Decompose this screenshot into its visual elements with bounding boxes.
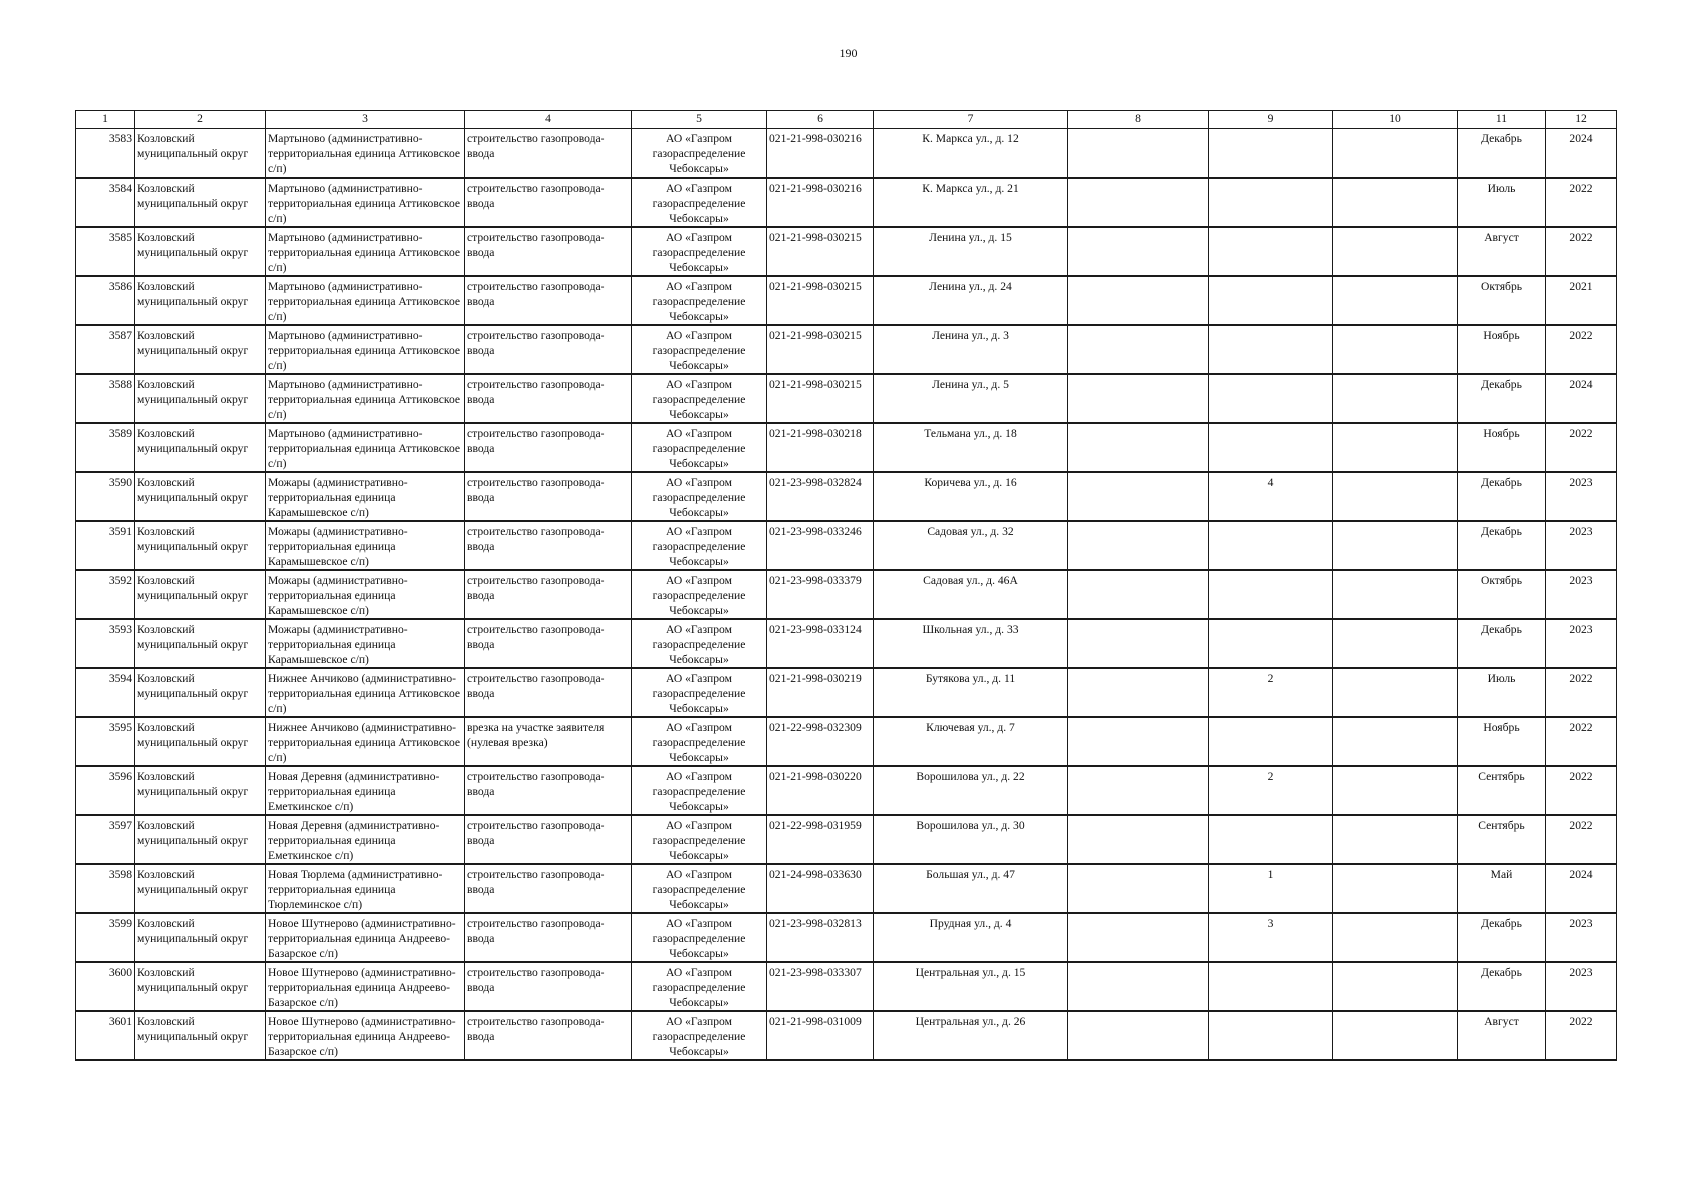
- locality-cell: Новая Деревня (административно-территориальная единица Еметкинское с/п): [266, 815, 465, 864]
- object-code-cell: 021-21-998-030216: [767, 178, 874, 227]
- page-number: 190: [839, 46, 858, 60]
- address-cell: Ленина ул., д. 5: [874, 374, 1068, 423]
- object-code-cell: 021-23-998-032824: [767, 472, 874, 521]
- table-row: [76, 962, 1617, 1011]
- month-cell: Июль: [1458, 178, 1546, 227]
- organization-cell: АО «Газпром газораспределение Чебоксары»: [632, 521, 767, 570]
- locality-cell: Мартыново (административно-территориальная единица Аттиковское с/п): [266, 423, 465, 472]
- district-cell: Козловский муниципальный округ: [135, 276, 266, 325]
- column-10-cell: [1333, 815, 1458, 864]
- month-cell: Декабрь: [1458, 962, 1546, 1011]
- organization-cell: АО «Газпром газораспределение Чебоксары»: [632, 374, 767, 423]
- table-row: [76, 570, 1617, 619]
- column-8-cell: [1068, 864, 1209, 913]
- locality-cell: Нижнее Анчиково (административно-территориальная единица Аттиковское с/п): [266, 668, 465, 717]
- column-8-cell: [1068, 227, 1209, 276]
- district-cell: Козловский муниципальный округ: [135, 766, 266, 815]
- column-8-cell: [1068, 717, 1209, 766]
- month-cell: Ноябрь: [1458, 325, 1546, 374]
- column-8-cell: [1068, 1011, 1209, 1060]
- locality-cell: Новое Шутнерово (административно-территориальная единица Андреево-Базарское с/п): [266, 962, 465, 1011]
- work-type-cell: врезка на участке заявителя (нулевая врезка): [465, 717, 632, 766]
- object-code-cell: 021-21-998-030219: [767, 668, 874, 717]
- column-8-cell: [1068, 374, 1209, 423]
- column-9-cell: [1209, 962, 1333, 1011]
- column-8-cell: [1068, 472, 1209, 521]
- column-9-cell: [1209, 570, 1333, 619]
- column-8-cell: [1068, 913, 1209, 962]
- locality-cell: Мартыново (административно-территориальная единица Аттиковское с/п): [266, 129, 465, 178]
- object-code-cell: 021-21-998-030218: [767, 423, 874, 472]
- object-code-cell: 021-24-998-033630: [767, 864, 874, 913]
- address-cell: Ленина ул., д. 3: [874, 325, 1068, 374]
- locality-cell: Мартыново (административно-территориальная единица Аттиковское с/п): [266, 178, 465, 227]
- month-cell: Декабрь: [1458, 472, 1546, 521]
- year-cell: 2023: [1546, 913, 1617, 962]
- organization-cell: АО «Газпром газораспределение Чебоксары»: [632, 276, 767, 325]
- column-10-cell: [1333, 178, 1458, 227]
- locality-cell: Новая Деревня (административно-территориальная единица Еметкинское с/п): [266, 766, 465, 815]
- locality-cell: Мартыново (административно-территориальная единица Аттиковское с/п): [266, 227, 465, 276]
- column-9-cell: [1209, 619, 1333, 668]
- table-row: [76, 129, 1617, 178]
- district-cell: Козловский муниципальный округ: [135, 325, 266, 374]
- row-number-cell: 3592: [76, 570, 135, 619]
- table-row: [76, 521, 1617, 570]
- address-cell: Ленина ул., д. 15: [874, 227, 1068, 276]
- month-cell: Май: [1458, 864, 1546, 913]
- table-row: [76, 325, 1617, 374]
- work-type-cell: строительство газопровода-ввода: [465, 864, 632, 913]
- column-8-cell: [1068, 668, 1209, 717]
- row-number-cell: 3589: [76, 423, 135, 472]
- column-10-cell: [1333, 913, 1458, 962]
- column-10-cell: [1333, 766, 1458, 815]
- object-code-cell: 021-21-998-031009: [767, 1011, 874, 1060]
- column-9-cell: [1209, 129, 1333, 178]
- table-row: [76, 227, 1617, 276]
- district-cell: Козловский муниципальный округ: [135, 374, 266, 423]
- column-10-cell: [1333, 1011, 1458, 1060]
- month-cell: Декабрь: [1458, 521, 1546, 570]
- column-header: 7: [874, 111, 1068, 129]
- object-code-cell: 021-23-998-032813: [767, 913, 874, 962]
- work-type-cell: строительство газопровода-ввода: [465, 962, 632, 1011]
- address-cell: Ленина ул., д. 24: [874, 276, 1068, 325]
- row-number-cell: 3587: [76, 325, 135, 374]
- object-code-cell: 021-22-998-032309: [767, 717, 874, 766]
- organization-cell: АО «Газпром газораспределение Чебоксары»: [632, 668, 767, 717]
- work-type-cell: строительство газопровода-ввода: [465, 325, 632, 374]
- district-cell: Козловский муниципальный округ: [135, 227, 266, 276]
- row-number-cell: 3586: [76, 276, 135, 325]
- column-9-cell: [1209, 423, 1333, 472]
- row-number-cell: 3594: [76, 668, 135, 717]
- column-10-cell: [1333, 129, 1458, 178]
- column-10-cell: [1333, 227, 1458, 276]
- table-header: [76, 111, 1617, 129]
- district-cell: Козловский муниципальный округ: [135, 129, 266, 178]
- column-9-cell: [1209, 815, 1333, 864]
- work-type-cell: строительство газопровода-ввода: [465, 570, 632, 619]
- organization-cell: АО «Газпром газораспределение Чебоксары»: [632, 1011, 767, 1060]
- column-10-cell: [1333, 717, 1458, 766]
- organization-cell: АО «Газпром газораспределение Чебоксары»: [632, 766, 767, 815]
- column-header: 1: [76, 111, 135, 129]
- table-row: [76, 864, 1617, 913]
- year-cell: 2023: [1546, 521, 1617, 570]
- month-cell: Декабрь: [1458, 374, 1546, 423]
- table-row: [76, 913, 1617, 962]
- column-9-cell: 3: [1209, 913, 1333, 962]
- year-cell: 2022: [1546, 227, 1617, 276]
- column-header: 3: [266, 111, 465, 129]
- district-cell: Козловский муниципальный округ: [135, 913, 266, 962]
- column-9-cell: [1209, 178, 1333, 227]
- row-number-cell: 3595: [76, 717, 135, 766]
- row-number-cell: 3600: [76, 962, 135, 1011]
- work-type-cell: строительство газопровода-ввода: [465, 374, 632, 423]
- organization-cell: АО «Газпром газораспределение Чебоксары»: [632, 178, 767, 227]
- column-8-cell: [1068, 619, 1209, 668]
- column-9-cell: 2: [1209, 668, 1333, 717]
- header-row: [76, 111, 1617, 129]
- table-row: [76, 668, 1617, 717]
- month-cell: Июль: [1458, 668, 1546, 717]
- column-10-cell: [1333, 276, 1458, 325]
- locality-cell: Можары (административно-территориальная единица Карамышевское с/п): [266, 570, 465, 619]
- district-cell: Козловский муниципальный округ: [135, 1011, 266, 1060]
- district-cell: Козловский муниципальный округ: [135, 668, 266, 717]
- table-row: [76, 472, 1617, 521]
- district-cell: Козловский муниципальный округ: [135, 178, 266, 227]
- organization-cell: АО «Газпром газораспределение Чебоксары»: [632, 423, 767, 472]
- address-cell: Коричева ул., д. 16: [874, 472, 1068, 521]
- column-header: 10: [1333, 111, 1458, 129]
- year-cell: 2021: [1546, 276, 1617, 325]
- organization-cell: АО «Газпром газораспределение Чебоксары»: [632, 962, 767, 1011]
- column-8-cell: [1068, 815, 1209, 864]
- year-cell: 2022: [1546, 815, 1617, 864]
- column-10-cell: [1333, 962, 1458, 1011]
- district-cell: Козловский муниципальный округ: [135, 717, 266, 766]
- column-8-cell: [1068, 423, 1209, 472]
- month-cell: Август: [1458, 227, 1546, 276]
- column-8-cell: [1068, 276, 1209, 325]
- object-code-cell: 021-21-998-030216: [767, 129, 874, 178]
- address-cell: Тельмана ул., д. 18: [874, 423, 1068, 472]
- month-cell: Сентябрь: [1458, 815, 1546, 864]
- year-cell: 2024: [1546, 374, 1617, 423]
- column-header: 11: [1458, 111, 1546, 129]
- address-cell: Ворошилова ул., д. 22: [874, 766, 1068, 815]
- register-table: [75, 110, 1617, 1061]
- column-10-cell: [1333, 472, 1458, 521]
- organization-cell: АО «Газпром газораспределение Чебоксары»: [632, 325, 767, 374]
- work-type-cell: строительство газопровода-ввода: [465, 276, 632, 325]
- address-cell: Большая ул., д. 47: [874, 864, 1068, 913]
- address-cell: Центральная ул., д. 26: [874, 1011, 1068, 1060]
- month-cell: Декабрь: [1458, 129, 1546, 178]
- column-9-cell: 2: [1209, 766, 1333, 815]
- locality-cell: Нижнее Анчиково (административно-территориальная единица Аттиковское с/п): [266, 717, 465, 766]
- work-type-cell: строительство газопровода-ввода: [465, 913, 632, 962]
- district-cell: Козловский муниципальный округ: [135, 423, 266, 472]
- table-row: [76, 815, 1617, 864]
- table-row: [76, 717, 1617, 766]
- district-cell: Козловский муниципальный округ: [135, 472, 266, 521]
- column-8-cell: [1068, 129, 1209, 178]
- object-code-cell: 021-23-998-033124: [767, 619, 874, 668]
- object-code-cell: 021-21-998-030215: [767, 276, 874, 325]
- organization-cell: АО «Газпром газораспределение Чебоксары»: [632, 864, 767, 913]
- address-cell: Садовая ул., д. 32: [874, 521, 1068, 570]
- column-8-cell: [1068, 766, 1209, 815]
- address-cell: К. Маркса ул., д. 12: [874, 129, 1068, 178]
- address-cell: Садовая ул., д. 46А: [874, 570, 1068, 619]
- column-10-cell: [1333, 521, 1458, 570]
- address-cell: К. Маркса ул., д. 21: [874, 178, 1068, 227]
- row-number-cell: 3588: [76, 374, 135, 423]
- column-9-cell: [1209, 717, 1333, 766]
- table-row: [76, 423, 1617, 472]
- organization-cell: АО «Газпром газораспределение Чебоксары»: [632, 227, 767, 276]
- organization-cell: АО «Газпром газораспределение Чебоксары»: [632, 815, 767, 864]
- table-row: [76, 276, 1617, 325]
- locality-cell: Мартыново (административно-территориальная единица Аттиковское с/п): [266, 325, 465, 374]
- work-type-cell: строительство газопровода-ввода: [465, 227, 632, 276]
- year-cell: 2022: [1546, 766, 1617, 815]
- address-cell: Ключевая ул., д. 7: [874, 717, 1068, 766]
- column-10-cell: [1333, 423, 1458, 472]
- year-cell: 2023: [1546, 962, 1617, 1011]
- row-number-cell: 3585: [76, 227, 135, 276]
- address-cell: Бутякова ул., д. 11: [874, 668, 1068, 717]
- table-row: [76, 619, 1617, 668]
- column-9-cell: [1209, 1011, 1333, 1060]
- object-code-cell: 021-23-998-033307: [767, 962, 874, 1011]
- district-cell: Козловский муниципальный округ: [135, 815, 266, 864]
- column-header: 5: [632, 111, 767, 129]
- table-row: [76, 1011, 1617, 1060]
- column-8-cell: [1068, 570, 1209, 619]
- column-9-cell: [1209, 521, 1333, 570]
- object-code-cell: 021-22-998-031959: [767, 815, 874, 864]
- work-type-cell: строительство газопровода-ввода: [465, 178, 632, 227]
- column-header: 9: [1209, 111, 1333, 129]
- work-type-cell: строительство газопровода-ввода: [465, 472, 632, 521]
- table-row: [76, 178, 1617, 227]
- work-type-cell: строительство газопровода-ввода: [465, 766, 632, 815]
- work-type-cell: строительство газопровода-ввода: [465, 423, 632, 472]
- column-header: 4: [465, 111, 632, 129]
- organization-cell: АО «Газпром газораспределение Чебоксары»: [632, 129, 767, 178]
- column-10-cell: [1333, 864, 1458, 913]
- district-cell: Козловский муниципальный округ: [135, 962, 266, 1011]
- year-cell: 2022: [1546, 423, 1617, 472]
- year-cell: 2022: [1546, 178, 1617, 227]
- object-code-cell: 021-21-998-030215: [767, 374, 874, 423]
- column-header: 2: [135, 111, 266, 129]
- month-cell: Ноябрь: [1458, 423, 1546, 472]
- column-10-cell: [1333, 668, 1458, 717]
- organization-cell: АО «Газпром газораспределение Чебоксары»: [632, 570, 767, 619]
- row-number-cell: 3597: [76, 815, 135, 864]
- work-type-cell: строительство газопровода-ввода: [465, 815, 632, 864]
- month-cell: Октябрь: [1458, 276, 1546, 325]
- month-cell: Декабрь: [1458, 913, 1546, 962]
- month-cell: Сентябрь: [1458, 766, 1546, 815]
- row-number-cell: 3599: [76, 913, 135, 962]
- locality-cell: Мартыново (административно-территориальная единица Аттиковское с/п): [266, 276, 465, 325]
- year-cell: 2022: [1546, 325, 1617, 374]
- organization-cell: АО «Газпром газораспределение Чебоксары»: [632, 472, 767, 521]
- row-number-cell: 3601: [76, 1011, 135, 1060]
- object-code-cell: 021-21-998-030220: [767, 766, 874, 815]
- row-number-cell: 3583: [76, 129, 135, 178]
- locality-cell: Мартыново (административно-территориальная единица Аттиковское с/п): [266, 374, 465, 423]
- row-number-cell: 3596: [76, 766, 135, 815]
- work-type-cell: строительство газопровода-ввода: [465, 619, 632, 668]
- object-code-cell: 021-23-998-033379: [767, 570, 874, 619]
- column-8-cell: [1068, 325, 1209, 374]
- year-cell: 2022: [1546, 1011, 1617, 1060]
- column-8-cell: [1068, 178, 1209, 227]
- column-9-cell: [1209, 227, 1333, 276]
- address-cell: Прудная ул., д. 4: [874, 913, 1068, 962]
- locality-cell: Можары (административно-территориальная единица Карамышевское с/п): [266, 521, 465, 570]
- year-cell: 2022: [1546, 717, 1617, 766]
- organization-cell: АО «Газпром газораспределение Чебоксары»: [632, 619, 767, 668]
- table-body: [76, 129, 1617, 1060]
- locality-cell: Можары (административно-территориальная единица Карамышевское с/п): [266, 472, 465, 521]
- work-type-cell: строительство газопровода-ввода: [465, 668, 632, 717]
- column-header: 6: [767, 111, 874, 129]
- row-number-cell: 3593: [76, 619, 135, 668]
- column-9-cell: [1209, 374, 1333, 423]
- organization-cell: АО «Газпром газораспределение Чебоксары»: [632, 717, 767, 766]
- month-cell: Август: [1458, 1011, 1546, 1060]
- district-cell: Козловский муниципальный округ: [135, 619, 266, 668]
- district-cell: Козловский муниципальный округ: [135, 864, 266, 913]
- locality-cell: Новое Шутнерово (административно-территориальная единица Андреево-Базарское с/п): [266, 913, 465, 962]
- row-number-cell: 3598: [76, 864, 135, 913]
- object-code-cell: 021-23-998-033246: [767, 521, 874, 570]
- object-code-cell: 021-21-998-030215: [767, 325, 874, 374]
- table-row: [76, 766, 1617, 815]
- year-cell: 2024: [1546, 864, 1617, 913]
- address-cell: Ворошилова ул., д. 30: [874, 815, 1068, 864]
- row-number-cell: 3584: [76, 178, 135, 227]
- district-cell: Козловский муниципальный округ: [135, 570, 266, 619]
- locality-cell: Можары (административно-территориальная единица Карамышевское с/п): [266, 619, 465, 668]
- year-cell: 2023: [1546, 472, 1617, 521]
- object-code-cell: 021-21-998-030215: [767, 227, 874, 276]
- organization-cell: АО «Газпром газораспределение Чебоксары»: [632, 913, 767, 962]
- column-9-cell: 4: [1209, 472, 1333, 521]
- row-number-cell: 3590: [76, 472, 135, 521]
- month-cell: Декабрь: [1458, 619, 1546, 668]
- column-header: 8: [1068, 111, 1209, 129]
- column-10-cell: [1333, 325, 1458, 374]
- work-type-cell: строительство газопровода-ввода: [465, 129, 632, 178]
- address-cell: Центральная ул., д. 15: [874, 962, 1068, 1011]
- year-cell: 2024: [1546, 129, 1617, 178]
- column-10-cell: [1333, 619, 1458, 668]
- year-cell: 2023: [1546, 619, 1617, 668]
- column-10-cell: [1333, 570, 1458, 619]
- work-type-cell: строительство газопровода-ввода: [465, 1011, 632, 1060]
- month-cell: Октябрь: [1458, 570, 1546, 619]
- year-cell: 2023: [1546, 570, 1617, 619]
- table-row: [76, 374, 1617, 423]
- column-header: 12: [1546, 111, 1617, 129]
- column-8-cell: [1068, 521, 1209, 570]
- column-10-cell: [1333, 374, 1458, 423]
- column-9-cell: 1: [1209, 864, 1333, 913]
- address-cell: Школьная ул., д. 33: [874, 619, 1068, 668]
- row-number-cell: 3591: [76, 521, 135, 570]
- district-cell: Козловский муниципальный округ: [135, 521, 266, 570]
- work-type-cell: строительство газопровода-ввода: [465, 521, 632, 570]
- column-9-cell: [1209, 325, 1333, 374]
- column-8-cell: [1068, 962, 1209, 1011]
- locality-cell: Новая Тюрлема (административно-территориальная единица Тюрлеминское с/п): [266, 864, 465, 913]
- month-cell: Ноябрь: [1458, 717, 1546, 766]
- year-cell: 2022: [1546, 668, 1617, 717]
- locality-cell: Новое Шутнерово (административно-территориальная единица Андреево-Базарское с/п): [266, 1011, 465, 1060]
- column-9-cell: [1209, 276, 1333, 325]
